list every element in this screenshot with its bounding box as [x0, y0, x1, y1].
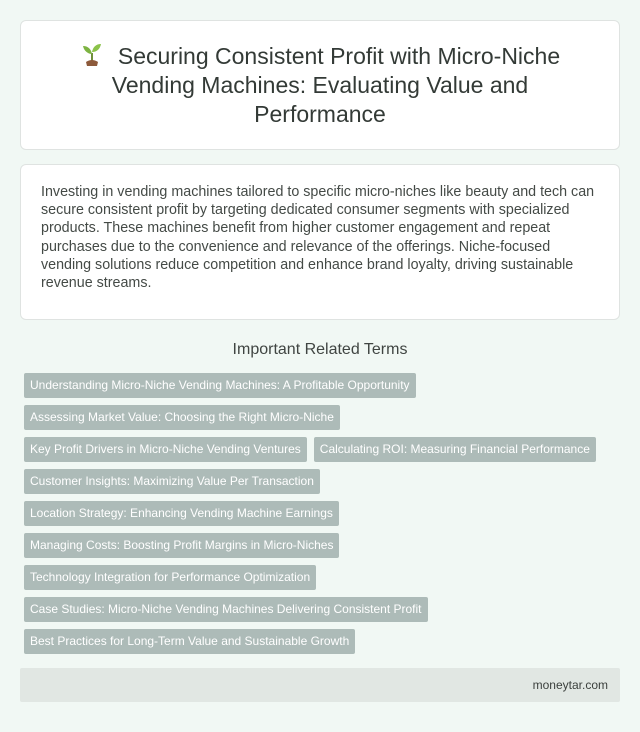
term-row	[24, 405, 624, 430]
term-tag[interactable]: Technology Integration for Performance Optimization	[24, 565, 316, 590]
term-tag[interactable]: Case Studies: Micro-Niche Vending Machines Delivering Consistent Profit	[24, 597, 428, 622]
sprout-icon	[80, 41, 104, 67]
summary-text: Investing in vending machines tailored to specific micro-niches like beauty and tech can secure consistent profit by targeting dedicated consumer segments with specialized products. These machines benefit from higher customer engagement and repeat purchases due to the convenience and relevance of the offerings. Niche-focused vending solutions reduce competition and enhance brand loyalty, driving sustainable revenue streams.	[41, 184, 595, 292]
term-row	[24, 469, 624, 494]
title-card	[20, 20, 620, 150]
term-row	[24, 533, 624, 558]
term-row	[24, 501, 624, 526]
term-tag[interactable]: Calculating ROI: Measuring Financial Performance	[314, 437, 596, 462]
term-row	[24, 565, 624, 590]
related-terms-list	[24, 373, 624, 661]
footer-site-link[interactable]: moneytar.com	[532, 678, 608, 692]
summary-card	[20, 164, 620, 320]
term-tag[interactable]: Best Practices for Long-Term Value and Sustainable Growth	[24, 629, 355, 654]
related-terms-heading: Important Related Terms	[232, 341, 408, 358]
term-tag[interactable]: Understanding Micro-Niche Vending Machines: A Profitable Opportunity	[24, 373, 416, 398]
page-title	[51, 41, 589, 129]
term-row	[24, 629, 624, 654]
term-row	[24, 437, 624, 462]
term-tag[interactable]: Customer Insights: Maximizing Value Per Transaction	[24, 469, 320, 494]
term-row	[24, 373, 624, 398]
term-tag[interactable]: Location Strategy: Enhancing Vending Machine Earnings	[24, 501, 339, 526]
term-tag[interactable]: Assessing Market Value: Choosing the Right Micro-Niche	[24, 405, 340, 430]
term-tag[interactable]: Managing Costs: Boosting Profit Margins in Micro-Niches	[24, 533, 339, 558]
page-title-text: Securing Consistent Profit with Micro-Niche Vending Machines: Evaluating Value and Performance	[111, 43, 561, 127]
footer	[20, 668, 620, 702]
term-tag[interactable]: Key Profit Drivers in Micro-Niche Vending Ventures	[24, 437, 307, 462]
term-row	[24, 597, 624, 622]
